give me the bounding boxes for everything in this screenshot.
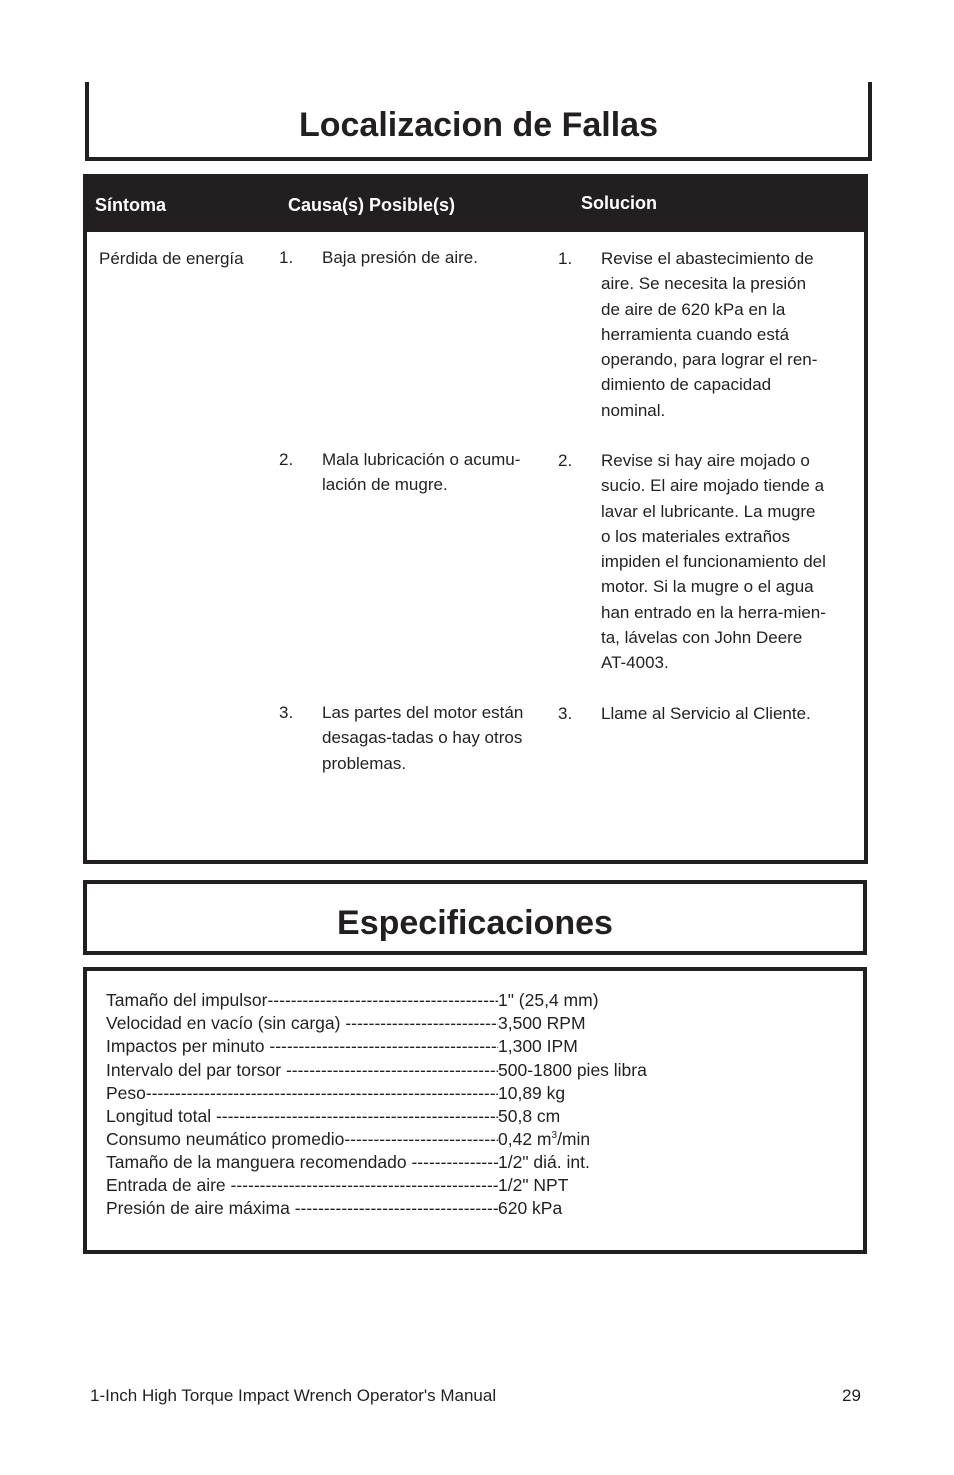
solution-text: Revise si hay aire mojado o sucio. El aire mojado tiende a lavar el lubricante. La mugre o los materiales extraños impiden el funcionamiento del motor. Si la mugre o el agua han entrado en la herra-mien- ta, lávelas con John Deere AT-4003. [601,451,826,673]
specifications-title-box [83,880,867,955]
header-solution: Solucion [581,193,657,213]
spec-value: 1,300 IPM [498,1036,578,1056]
spec-label: Entrada de aire ----- [106,1175,498,1196]
spec-row [106,1036,578,1057]
troubleshooting-title-box [85,82,872,161]
spec-row [106,1083,565,1104]
spec-label: Velocidad en vacío (sin carga) ----- [106,1013,498,1034]
spec-value: 3,500 RPM [498,1013,586,1033]
spec-row [106,1198,562,1219]
spec-label: Intervalo del par torsor ----- [106,1060,498,1081]
cause-text: Las partes del motor están desagas-tadas o hay otros problemas. [322,703,524,773]
spec-value: 1/2" diá. int. [498,1152,590,1172]
spec-label: Impactos per minuto ----- [106,1036,498,1057]
cause-number: 3. [279,703,294,722]
solution-number: 3. [558,704,573,723]
table-header [87,178,864,232]
spec-row [106,1013,586,1034]
spec-label: Presión de aire máxima ----- [106,1198,498,1219]
troubleshooting-title: Localizacion de Fallas [298,106,658,144]
cause-text: Mala lubricación o acumu- lación de mugre. [322,450,521,495]
troubleshooting-table [83,174,868,864]
solution-text: Revise el abastecimiento de aire. Se necesita la presión de aire de 620 kPa en la herramienta cuando está operando, para lograr el ren- dimiento de capacidad nominal. [601,249,818,420]
specifications-box [83,967,867,1254]
spec-row [106,1060,647,1081]
spec-label: Peso ----- [106,1083,498,1104]
cause-number: 1. [279,248,294,267]
cause-number: 2. [279,450,294,469]
spec-row [106,990,599,1011]
spec-row [106,1175,568,1196]
solution-number: 1. [558,249,573,268]
spec-value: 1/2" NPT [498,1175,569,1195]
spec-value: 10,89 kg [498,1083,566,1103]
spec-label: Longitud total ----- [106,1106,498,1127]
spec-label: Consumo neumático promedio ----- [106,1129,498,1150]
spec-row [106,1106,560,1127]
spec-value: 1" (25,4 mm) [498,990,599,1010]
spec-label: Tamaño de la manguera recomendado ----- [106,1152,498,1173]
spec-value: 0,42 $m^3/\min$ [498,1129,591,1149]
solution-number: 2. [558,451,573,470]
spec-value: 620 kPa [498,1198,563,1218]
spec-row [106,1152,590,1173]
spec-row [106,1129,590,1150]
spec-value: 500-1800 pies libra [498,1060,647,1080]
header-causes: Causa(s) Posible(s) [288,195,456,215]
cause-text: Baja presión de aire. [322,248,478,267]
header-symptom: Síntoma [95,195,167,215]
symptom-cell: Pérdida de energía [99,249,244,268]
solution-text: Llame al Servicio al Cliente. [601,704,811,723]
page-number: 29 [842,1386,861,1405]
spec-value: 50,8 cm [498,1106,561,1126]
spec-label: Tamaño del impulsor ----- [106,990,498,1011]
specifications-title: Especificaciones [337,904,613,942]
footer-manual-title: 1-Inch High Torque Impact Wrench Operator's Manual [90,1386,497,1405]
